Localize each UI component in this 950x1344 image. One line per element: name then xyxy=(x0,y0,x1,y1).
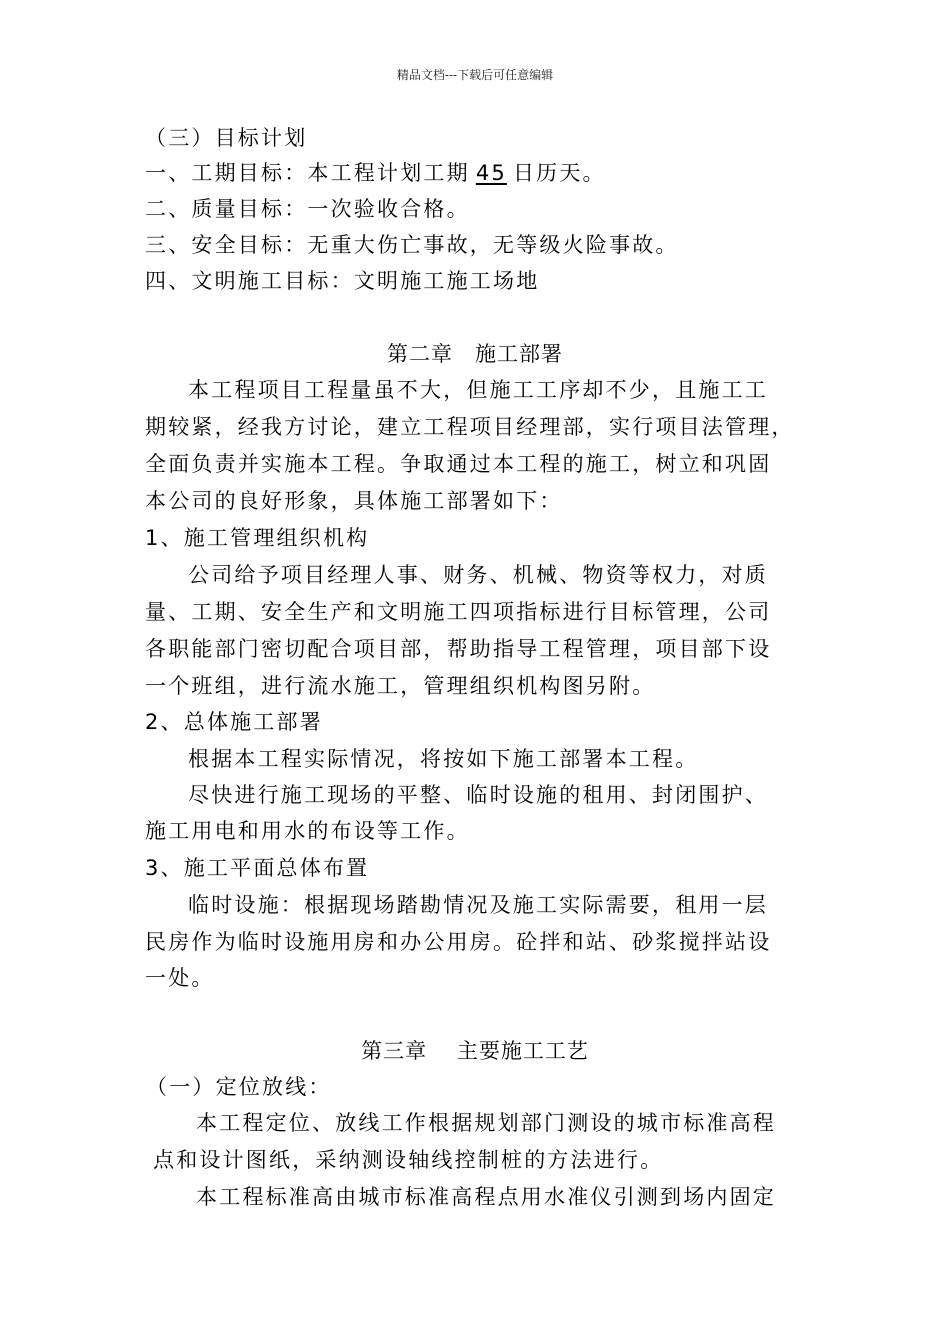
chapter2-intro-line: 全面负责并实施本工程。争取通过本工程的施工，树立和巩固 xyxy=(145,452,772,476)
section-title: 1、施工管理组织机构 xyxy=(145,526,370,550)
section-body-line: 尽快进行施工现场的平整、临时设施的租用、封闭围护、 xyxy=(188,783,768,807)
section-body-line: 量、工期、安全生产和文明施工四项指标进行目标管理，公司 xyxy=(145,600,772,624)
section-body-line: 一处。 xyxy=(145,966,215,990)
section-body-line: 点和设计图纸，采纳测设轴线控制桩的方法进行。 xyxy=(153,1148,664,1172)
section-title: （一）定位放线： xyxy=(146,1075,332,1099)
goal-civilized: 四、文明施工目标：文明施工施工场地 xyxy=(145,269,540,293)
goal-plan-heading: （三）目标计划 xyxy=(145,126,308,150)
section-title: 3、施工平面总体布置 xyxy=(145,856,370,880)
section-body-line: 本工程标准高由城市标准高程点用水准仪引测到场内固定 xyxy=(196,1185,776,1209)
goal-schedule-prefix: 一、工期目标：本工程计划工期 xyxy=(145,161,470,185)
section-body-line: 施工用电和用水的布设等工作。 xyxy=(145,819,470,843)
schedule-days: 45 xyxy=(475,161,507,185)
page-header: 精品文档---下载后可任意编辑 xyxy=(396,68,554,82)
chapter2-title: 第二章 施工部署 xyxy=(387,342,563,366)
goal-schedule xyxy=(145,160,606,186)
section-body-line: 临时设施：根据现场踏勘情况及施工实际需要，租用一层 xyxy=(188,893,768,917)
goal-quality: 二、质量目标：一次验收合格。 xyxy=(145,197,470,221)
chapter2-intro-line: 期较紧，经我方讨论，建立工程项目经理部，实行项目法管理， xyxy=(145,415,795,439)
section-title: 2、总体施工部署 xyxy=(145,710,323,734)
chapter3-title: 第三章 主要施工工艺 xyxy=(361,1039,589,1063)
section-body-line: 公司给予项目经理人事、财务、机械、物资等权力，对质 xyxy=(188,563,768,587)
chapter2-intro-line: 本工程项目工程量虽不大，但施工工序却不少，且施工工 xyxy=(188,378,768,402)
section-body-line: 民房作为临时设施用房和办公用房。砼拌和站、砂浆搅拌站设 xyxy=(145,930,772,954)
goal-safety: 三、安全目标：无重大伤亡事故，无等级火险事故。 xyxy=(145,233,679,257)
section-body-line: 各职能部门密切配合项目部，帮助指导工程管理，项目部下设 xyxy=(145,637,772,661)
section-body-line: 根据本工程实际情况，将按如下施工部署本工程。 xyxy=(188,747,699,771)
chapter2-intro-line: 本公司的良好形象，具体施工部署如下： xyxy=(145,489,563,513)
section-body-line: 一个班组，进行流水施工，管理组织机构图另附。 xyxy=(145,674,656,698)
section-body-line: 本工程定位、放线工作根据规划部门测设的城市标准高程 xyxy=(196,1111,776,1135)
goal-schedule-suffix: 日历天。 xyxy=(512,161,606,185)
